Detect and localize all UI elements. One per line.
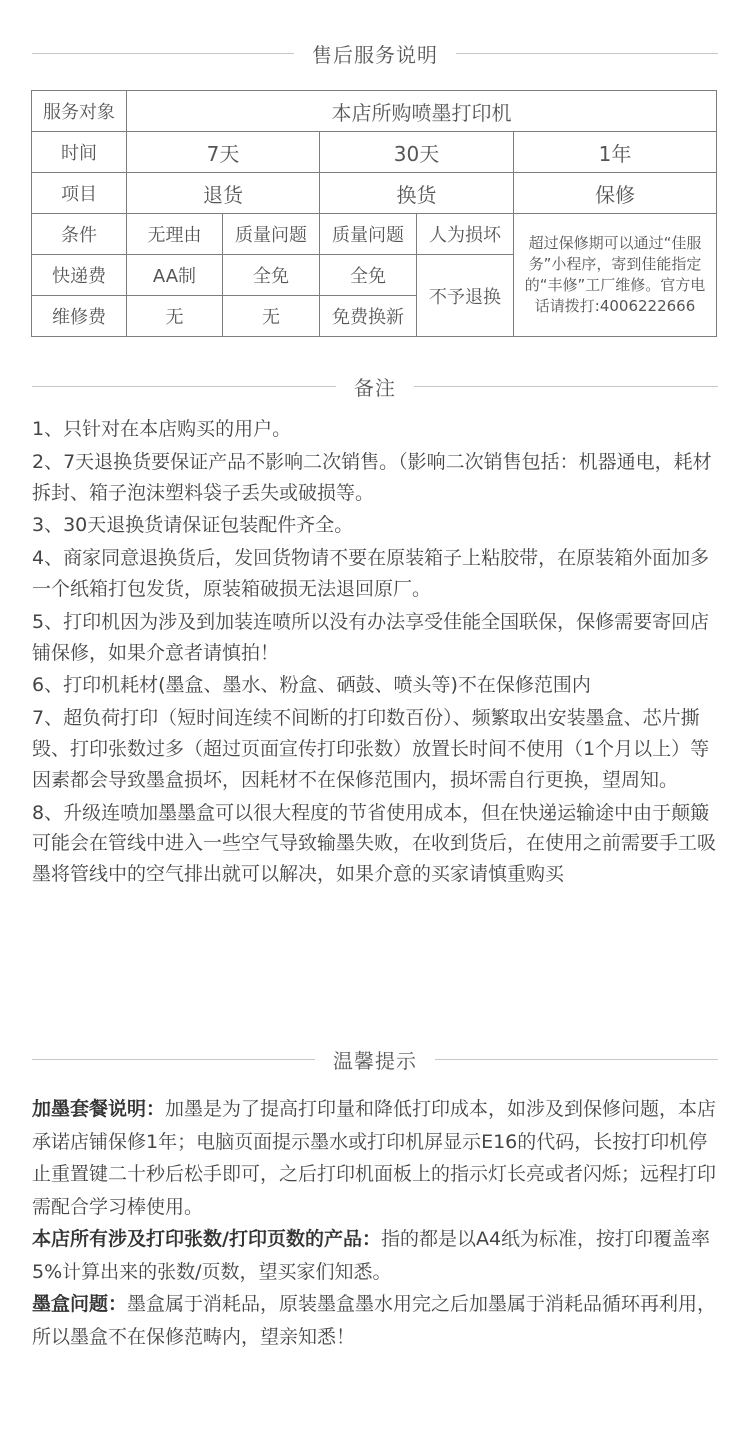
section-header-after-sales — [32, 36, 718, 70]
tip-text: 加墨是为了提高打印量和降低打印成本，如涉及到保修问题，本店承诺店铺保修1年；电脑页面提示墨水或打印机屏显示E16的代码，长按打印机停止重置键二十秒后松手即可，之后打印机面板上的指示灯长亮或者闪烁；远程打印需配合学习棒使用。 — [32, 1098, 717, 1218]
section-title: 售后服务说明 — [312, 42, 438, 67]
divider-line — [32, 53, 294, 54]
service-table — [31, 90, 717, 337]
no-return-cell: 不予退换 — [417, 255, 514, 337]
tip-title: 加墨套餐说明： — [32, 1098, 166, 1120]
tips-list — [32, 1093, 722, 1353]
table-cell: 质量问题 — [320, 214, 417, 255]
table-row — [32, 214, 717, 255]
table-cell: AA制 — [127, 255, 223, 296]
section-title: 温馨提示 — [333, 1048, 417, 1073]
section-header-remarks — [32, 369, 718, 403]
row-label: 项目 — [32, 173, 127, 214]
table-row — [32, 132, 717, 173]
remark-item: 7、超负荷打印（短时间连续不间断的打印数百份）、频繁取出安装墨盒、芯片撕毁、打印张数过多（超过页面宣传打印张数）放置长时间不使用（1个月以上）等因素都会导致墨盒损坏，因耗材不在保修范围内，损坏需自行更换，望周知。 — [32, 707, 710, 791]
remark-item: 1、只针对在本店购买的用户。 — [32, 418, 292, 440]
table-cell: 人为损坏 — [417, 214, 514, 255]
table-cell: 全免 — [223, 255, 320, 296]
table-cell: 换货 — [320, 173, 514, 214]
row-label: 条件 — [32, 214, 127, 255]
tip-item — [32, 1093, 722, 1223]
remark-item: 4、商家同意退换货后，发回货物请不要在原装箱子上粘胶带，在原装箱外面加多一个纸箱打包发货，原装箱破损无法退回原厂。 — [32, 547, 710, 600]
table-cell: 1年 — [514, 132, 717, 173]
remark-item: 3、30天退换货请保证包装配件齐全。 — [32, 514, 354, 537]
divider-line — [32, 1059, 315, 1060]
warranty-note: 超过保修期可以通过“佳服务”小程序，寄到佳能指定的“丰修”工厂维修。官方电话请拨打:4006222666 — [514, 214, 717, 337]
section-title: 备注 — [354, 375, 396, 400]
table-cell: 质量问题 — [223, 214, 320, 255]
table-cell: 7天 — [127, 132, 320, 173]
table-row — [32, 173, 717, 214]
table-cell: 免费换新 — [320, 296, 417, 337]
table-cell: 无 — [223, 296, 320, 337]
row-label: 快递费 — [32, 255, 127, 296]
remark-item: 2、7天退换货要保证产品不影响二次销售。（影响二次销售包括：机器通电，耗材拆封、箱子泡沫塑料袋子丢失或破损等。 — [32, 450, 712, 504]
table-cell: 保修 — [514, 173, 717, 214]
divider-line — [414, 386, 718, 387]
remarks-list — [32, 414, 722, 890]
table-cell: 全免 — [320, 255, 417, 296]
tip-text: 墨盒属于消耗品，原装墨盒墨水用完之后加墨属于消耗品循环再利用，所以墨盒不在保修范畴内，望亲知悉！ — [32, 1293, 717, 1348]
service-target: 本店所购喷墨打印机 — [127, 91, 717, 132]
section-header-tips — [32, 1042, 718, 1076]
divider-line — [435, 1059, 718, 1060]
tip-item — [32, 1223, 722, 1288]
row-label: 维修费 — [32, 296, 127, 337]
tip-title: 本店所有涉及打印张数/打印页数的产品： — [32, 1228, 381, 1250]
tip-title: 墨盒问题： — [32, 1293, 128, 1315]
table-cell: 退货 — [127, 173, 320, 214]
divider-line — [456, 53, 718, 54]
tip-text: 指的都是以A4纸为标准，按打印覆盖率5%计算出来的张数/页数，望买家们知悉。 — [32, 1228, 711, 1283]
divider-line — [32, 386, 336, 387]
remark-item: 5、打印机因为涉及到加装连喷所以没有办法享受佳能全国联保，保修需要寄回店铺保修，如果介意者请慎拍！ — [32, 610, 710, 664]
tip-item — [32, 1288, 722, 1353]
table-cell: 无 — [127, 296, 223, 337]
table-cell: 无理由 — [127, 214, 223, 255]
table-cell: 30天 — [320, 132, 514, 173]
remark-item: 8、升级连喷加墨墨盒可以很大程度的节省使用成本，但在快递运输途中由于颠簸可能会在管线中进入一些空气导致输墨失败，在收到货后，在使用之前需要手工吸墨将管线中的空气排出就可以解决，如果介意的买家请慎重购买 — [32, 801, 717, 886]
row-label: 服务对象 — [32, 91, 127, 132]
table-row — [32, 91, 717, 132]
row-label: 时间 — [32, 132, 127, 173]
remark-item: 6、打印机耗材(墨盒、墨水、粉盒、硒鼓、喷头等)不在保修范围内 — [32, 674, 591, 697]
